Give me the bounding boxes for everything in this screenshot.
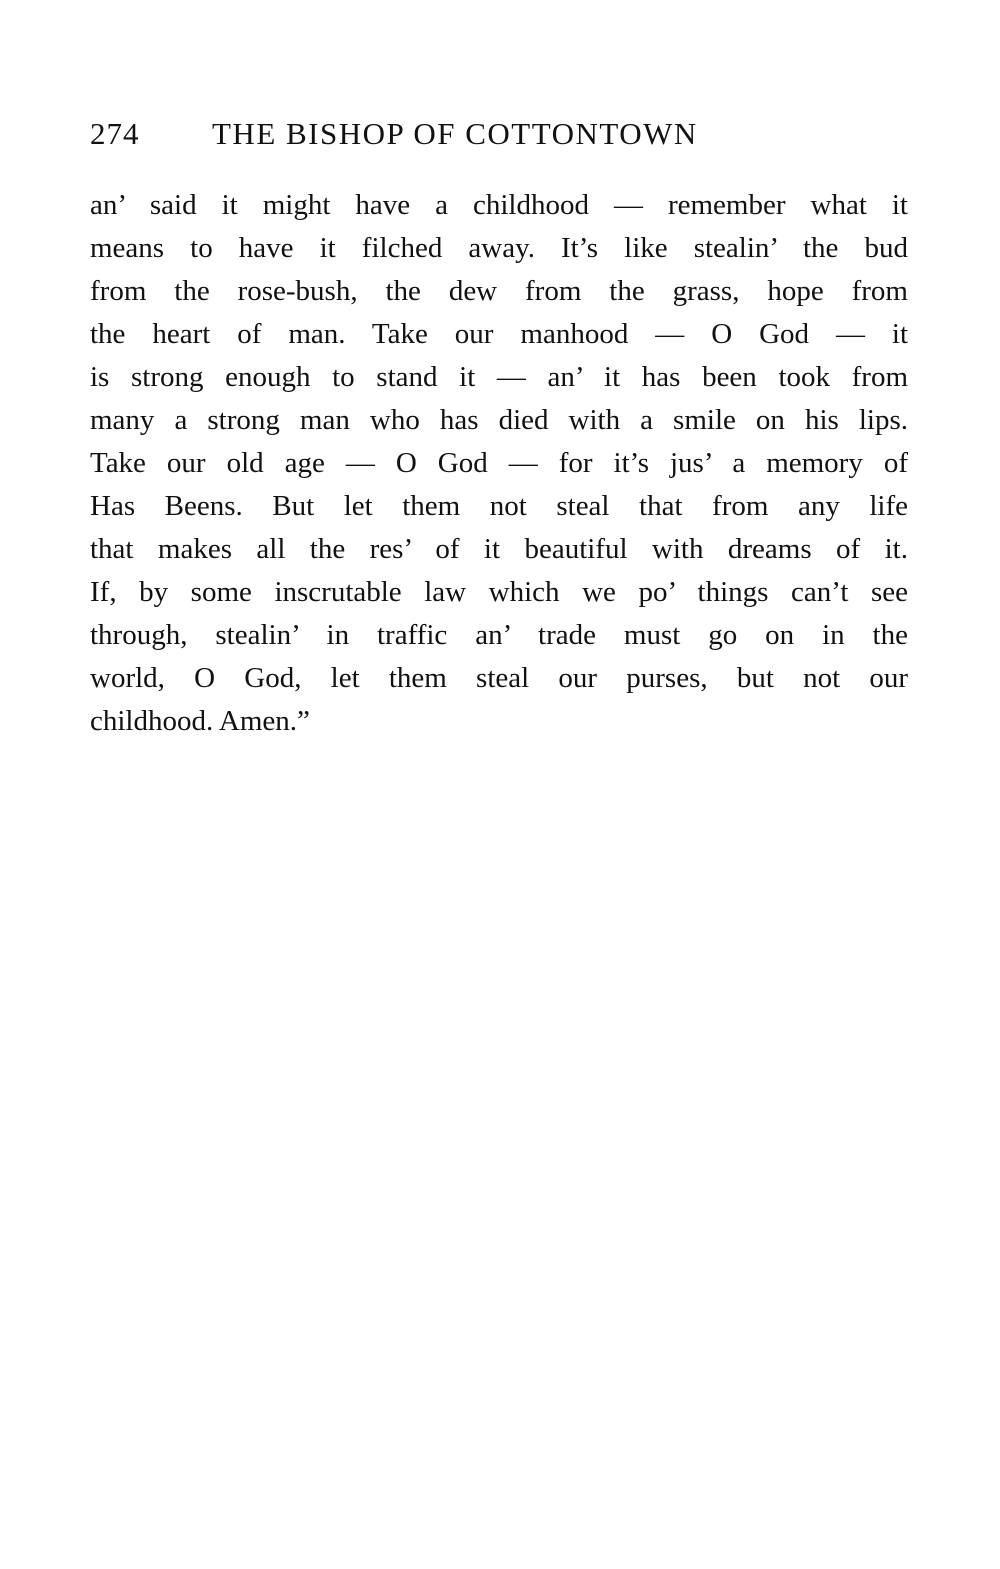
text-line: the heart of man. Take our manhood — O God — it: [90, 318, 908, 350]
running-head: [90, 116, 810, 160]
body-text: [90, 184, 908, 743]
text-line: that makes all the res’ of it beautiful with dreams of it.: [90, 533, 908, 565]
page-number: 274: [90, 116, 140, 151]
text-line: Take our old age — O God — for it’s jus’ a memory of: [90, 447, 908, 479]
text-line: an’ said it might have a childhood — remember what it: [90, 189, 908, 221]
text-line: from the rose-bush, the dew from the grass, hope from: [90, 275, 908, 307]
text-line: through, stealin’ in traffic an’ trade must go on in the: [90, 619, 908, 651]
text-line: is strong enough to stand it — an’ it has been took from: [90, 361, 908, 393]
text-line-final: childhood. Amen.”: [90, 705, 310, 737]
text-line: many a strong man who has died with a smile on his lips.: [90, 404, 908, 436]
text-line: world, O God, let them steal our purses, but not our: [90, 662, 908, 694]
running-title: THE BISHOP OF COTTONTOWN: [212, 116, 698, 151]
text-line: means to have it filched away. It’s like stealin’ the bud: [90, 232, 908, 264]
text-line: If, by some inscrutable law which we po’ things can’t see: [90, 576, 908, 608]
text-line: Has Beens. But let them not steal that from any life: [90, 490, 908, 522]
